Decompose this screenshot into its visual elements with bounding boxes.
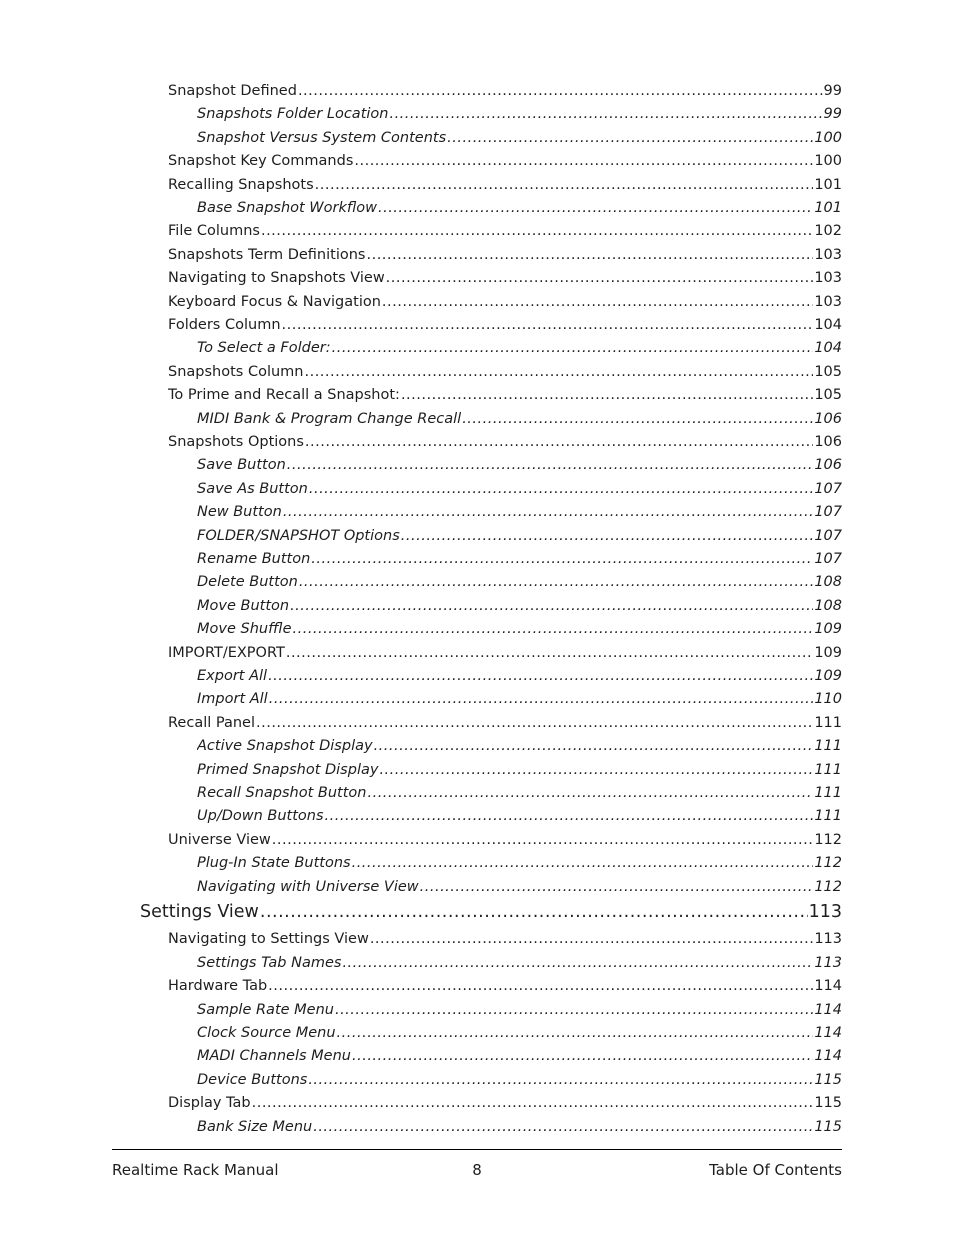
toc-subentry[interactable] xyxy=(197,1116,842,1138)
toc-entry-page: 112 xyxy=(814,855,842,872)
toc-entry-title: Bank Size Menu xyxy=(197,1118,313,1135)
toc-entry-page: 109 xyxy=(814,668,842,684)
toc-entry[interactable] xyxy=(168,314,842,336)
dot-leader xyxy=(462,408,813,430)
toc-entry-title: Recalling Snapshots xyxy=(168,176,314,193)
toc-subentry[interactable] xyxy=(197,127,842,149)
toc-entry-title: Rename Button xyxy=(197,551,311,567)
toc-entry-title: Base Snapshot Workflow xyxy=(197,200,377,216)
toc-entry-title: Snapshot Key Commands xyxy=(168,153,354,170)
toc-entry-page: 112 xyxy=(814,831,842,848)
toc-entry-page: 111 xyxy=(814,785,842,801)
toc-entry-title: Move Shuffle xyxy=(197,621,292,638)
toc-entry-page: 107 xyxy=(814,480,842,497)
toc-entry-page: 107 xyxy=(814,504,842,521)
dot-leader xyxy=(378,197,813,219)
toc-subentry[interactable] xyxy=(197,197,842,219)
toc-entry-title: Active Snapshot Display xyxy=(197,738,373,755)
toc-entry-page: 108 xyxy=(814,574,842,591)
toc-entry[interactable] xyxy=(168,1092,842,1114)
dot-leader xyxy=(304,361,813,383)
toc-entry-title: Delete Button xyxy=(197,574,298,591)
toc-entry-title: Plug-In State Buttons xyxy=(197,855,351,872)
dot-leader xyxy=(252,1092,814,1114)
toc-subentry[interactable] xyxy=(197,782,842,804)
toc-entry-title: Recall Panel xyxy=(168,714,255,731)
toc-entry-title: Export All xyxy=(197,668,268,684)
toc-entry-page: 103 xyxy=(814,270,842,287)
dot-leader xyxy=(382,291,813,313)
toc-entry-title: IMPORT/EXPORT xyxy=(168,644,285,661)
toc-entry-title: Snapshot Versus System Contents xyxy=(197,129,447,146)
dot-leader xyxy=(386,267,814,289)
toc-subentry[interactable] xyxy=(197,665,842,687)
toc-entry-page: 103 xyxy=(814,293,842,310)
dot-leader xyxy=(256,712,813,734)
dot-leader xyxy=(352,852,814,874)
toc-subentry[interactable] xyxy=(197,103,842,125)
toc-subentry[interactable] xyxy=(197,548,842,570)
toc-entry-title: To Prime and Recall a Snapshot: xyxy=(168,387,400,404)
toc-entry-title: Settings View xyxy=(140,902,259,922)
toc-entry-page: 114 xyxy=(814,1001,842,1018)
toc-entry-page: 108 xyxy=(814,597,842,614)
toc-entry-page: 113 xyxy=(808,902,842,922)
toc-entry-title: Universe View xyxy=(168,831,271,848)
toc-entry-page: 113 xyxy=(814,954,842,971)
toc-entry[interactable] xyxy=(168,361,842,383)
dot-leader xyxy=(401,525,814,547)
toc-entry[interactable] xyxy=(168,928,842,950)
toc-entry-page: 111 xyxy=(814,808,842,825)
toc-subentry[interactable] xyxy=(197,735,842,757)
dot-leader xyxy=(305,431,813,453)
toc-entry-page: 115 xyxy=(814,1071,842,1088)
footer-divider xyxy=(112,1149,842,1150)
toc-entry-title: To Select a Folder: xyxy=(197,340,331,357)
toc-entry-page: 106 xyxy=(814,434,842,450)
toc-entry[interactable] xyxy=(168,244,842,266)
dot-leader xyxy=(342,952,813,974)
toc-entry-title: Import All xyxy=(197,691,268,708)
dot-leader xyxy=(325,805,814,827)
dot-leader xyxy=(268,665,813,687)
toc-entry-page: 109 xyxy=(814,621,842,638)
dot-leader xyxy=(286,642,813,664)
dot-leader xyxy=(354,150,813,172)
toc-entry[interactable] xyxy=(168,80,842,102)
toc-entry-page: 112 xyxy=(814,878,842,895)
toc-entry-page: 114 xyxy=(814,1048,842,1065)
toc-subentry[interactable] xyxy=(197,1045,842,1067)
toc-subentry[interactable] xyxy=(197,852,842,874)
toc-entry-title: Save Button xyxy=(197,457,286,474)
toc-entry-page: 105 xyxy=(814,387,842,404)
toc-entry-page: 107 xyxy=(814,551,842,567)
dot-leader xyxy=(420,876,814,898)
dot-leader xyxy=(261,220,813,242)
toc-entry-title: Folders Column xyxy=(168,317,281,333)
dot-leader xyxy=(447,127,813,149)
toc-subentry[interactable] xyxy=(197,408,842,430)
toc-entry[interactable] xyxy=(168,829,842,851)
footer-section-title: Table Of Contents xyxy=(709,1161,842,1179)
dot-leader xyxy=(272,829,814,851)
dot-leader xyxy=(293,618,814,640)
dot-leader xyxy=(313,1116,813,1138)
toc-entry-title: Snapshots Column xyxy=(168,363,304,380)
toc-subentry[interactable] xyxy=(197,618,842,640)
toc-entry-title: Recall Snapshot Button xyxy=(197,785,367,801)
toc-subentry[interactable] xyxy=(197,595,842,617)
dot-leader xyxy=(315,174,814,196)
toc-entry-title: Navigating with Universe View xyxy=(197,878,419,895)
toc-entry-title: File Columns xyxy=(168,223,260,240)
toc-entry-page: 114 xyxy=(814,1025,842,1041)
dot-leader xyxy=(401,384,813,406)
toc-entry-title: Up/Down Buttons xyxy=(197,808,324,825)
toc-entry-page: 115 xyxy=(814,1095,842,1112)
dot-leader xyxy=(335,999,813,1021)
toc-entry[interactable] xyxy=(168,174,842,196)
dot-leader xyxy=(269,688,814,710)
toc-subentry[interactable] xyxy=(197,759,842,781)
toc-entry-title: Sample Rate Menu xyxy=(197,1001,334,1018)
toc-entry-page: 115 xyxy=(814,1118,842,1135)
toc-entry[interactable] xyxy=(168,150,842,172)
toc-entry-title: New Button xyxy=(197,504,282,521)
dot-leader xyxy=(298,80,823,102)
toc-entry[interactable] xyxy=(168,267,842,289)
toc-subentry[interactable] xyxy=(197,525,842,547)
dot-leader xyxy=(287,454,814,476)
toc-entry[interactable] xyxy=(168,642,842,664)
toc-entry[interactable] xyxy=(168,384,842,406)
toc-entry-title: Move Button xyxy=(197,597,290,614)
toc-entry[interactable] xyxy=(168,712,842,734)
toc-entry-title: Navigating to Settings View xyxy=(168,931,369,948)
dot-leader xyxy=(309,478,813,500)
toc-subentry[interactable] xyxy=(197,478,842,500)
toc-entry-page: 106 xyxy=(814,410,842,427)
toc-entry-page: 103 xyxy=(814,246,842,263)
toc-entry-title: Snapshot Defined xyxy=(168,83,297,99)
toc-entry-page: 101 xyxy=(814,200,842,216)
dot-leader xyxy=(299,571,813,593)
toc-entry-page: 111 xyxy=(814,761,842,778)
footer-manual-title: Realtime Rack Manual xyxy=(112,1161,279,1179)
toc-entry-page: 109 xyxy=(814,644,842,661)
dot-leader xyxy=(374,735,814,757)
dot-leader xyxy=(290,595,813,617)
dot-leader xyxy=(337,1022,814,1044)
toc-entry-page: 107 xyxy=(814,527,842,544)
toc-entry-page: 102 xyxy=(814,223,842,240)
toc-entry-title: Display Tab xyxy=(168,1095,251,1112)
toc-entry[interactable] xyxy=(168,431,842,453)
toc-entry-page: 99 xyxy=(823,106,842,123)
toc-subentry[interactable] xyxy=(197,454,842,476)
toc-entry-title: Clock Source Menu xyxy=(197,1025,336,1041)
toc-entry[interactable] xyxy=(168,291,842,313)
toc-entry-page: 110 xyxy=(814,691,842,708)
toc-entry-page: 100 xyxy=(814,153,842,170)
toc-entry-title: Navigating to Snapshots View xyxy=(168,270,385,287)
toc-subentry[interactable] xyxy=(197,501,842,523)
dot-leader xyxy=(389,103,822,125)
dot-leader xyxy=(367,782,813,804)
toc-entry-page: 111 xyxy=(814,738,842,755)
toc-entry-page: 113 xyxy=(814,931,842,948)
toc-entry-title: Keyboard Focus & Navigation xyxy=(168,293,381,310)
toc-entry-title: Hardware Tab xyxy=(168,978,268,995)
toc-entry-title: Snapshots Options xyxy=(168,434,304,450)
dot-leader xyxy=(352,1045,813,1067)
dot-leader xyxy=(268,975,813,997)
toc-entry-page: 104 xyxy=(814,340,842,357)
dot-leader xyxy=(308,1069,813,1091)
footer-page-number: 8 xyxy=(472,1161,482,1179)
toc-subentry[interactable] xyxy=(197,1069,842,1091)
toc-entry-title: Primed Snapshot Display xyxy=(197,761,379,778)
toc-subentry[interactable] xyxy=(197,876,842,898)
toc-subentry[interactable] xyxy=(197,805,842,827)
toc-entry-title: Snapshots Term Definitions xyxy=(168,246,366,263)
dot-leader xyxy=(283,501,814,523)
toc-entry-page: 114 xyxy=(814,978,842,995)
dot-leader xyxy=(379,759,813,781)
toc-entry-page: 99 xyxy=(823,83,842,99)
toc-entry-page: 111 xyxy=(814,714,842,731)
toc-entry-page: 101 xyxy=(814,176,842,193)
dot-leader xyxy=(260,899,808,925)
toc-subentry[interactable] xyxy=(197,337,842,359)
dot-leader xyxy=(332,337,814,359)
toc-subentry[interactable] xyxy=(197,688,842,710)
toc-subentry[interactable] xyxy=(197,571,842,593)
toc-entry-page: 100 xyxy=(814,129,842,146)
toc-entry-page: 106 xyxy=(814,457,842,474)
toc-entry-title: MIDI Bank & Program Change Recall xyxy=(197,410,462,427)
toc-subentry[interactable] xyxy=(197,952,842,974)
dot-leader xyxy=(370,928,814,950)
toc-entry-page: 105 xyxy=(814,363,842,380)
dot-leader xyxy=(366,244,813,266)
toc-entry-title: Save As Button xyxy=(197,480,308,497)
dot-leader xyxy=(282,314,814,336)
toc-entry[interactable] xyxy=(168,975,842,997)
toc-section-heading[interactable] xyxy=(140,899,842,925)
toc-entry[interactable] xyxy=(168,220,842,242)
toc-subentry[interactable] xyxy=(197,1022,842,1044)
toc-entry-title: Settings Tab Names xyxy=(197,954,342,971)
toc-entry-title: Device Buttons xyxy=(197,1071,308,1088)
toc-entry-title: Snapshots Folder Location xyxy=(197,106,389,123)
toc-entry-title: MADI Channels Menu xyxy=(197,1048,351,1065)
toc-entry-page: 104 xyxy=(814,317,842,333)
toc-entry-title: FOLDER/SNAPSHOT Options xyxy=(197,527,400,544)
dot-leader xyxy=(311,548,813,570)
toc-subentry[interactable] xyxy=(197,999,842,1021)
